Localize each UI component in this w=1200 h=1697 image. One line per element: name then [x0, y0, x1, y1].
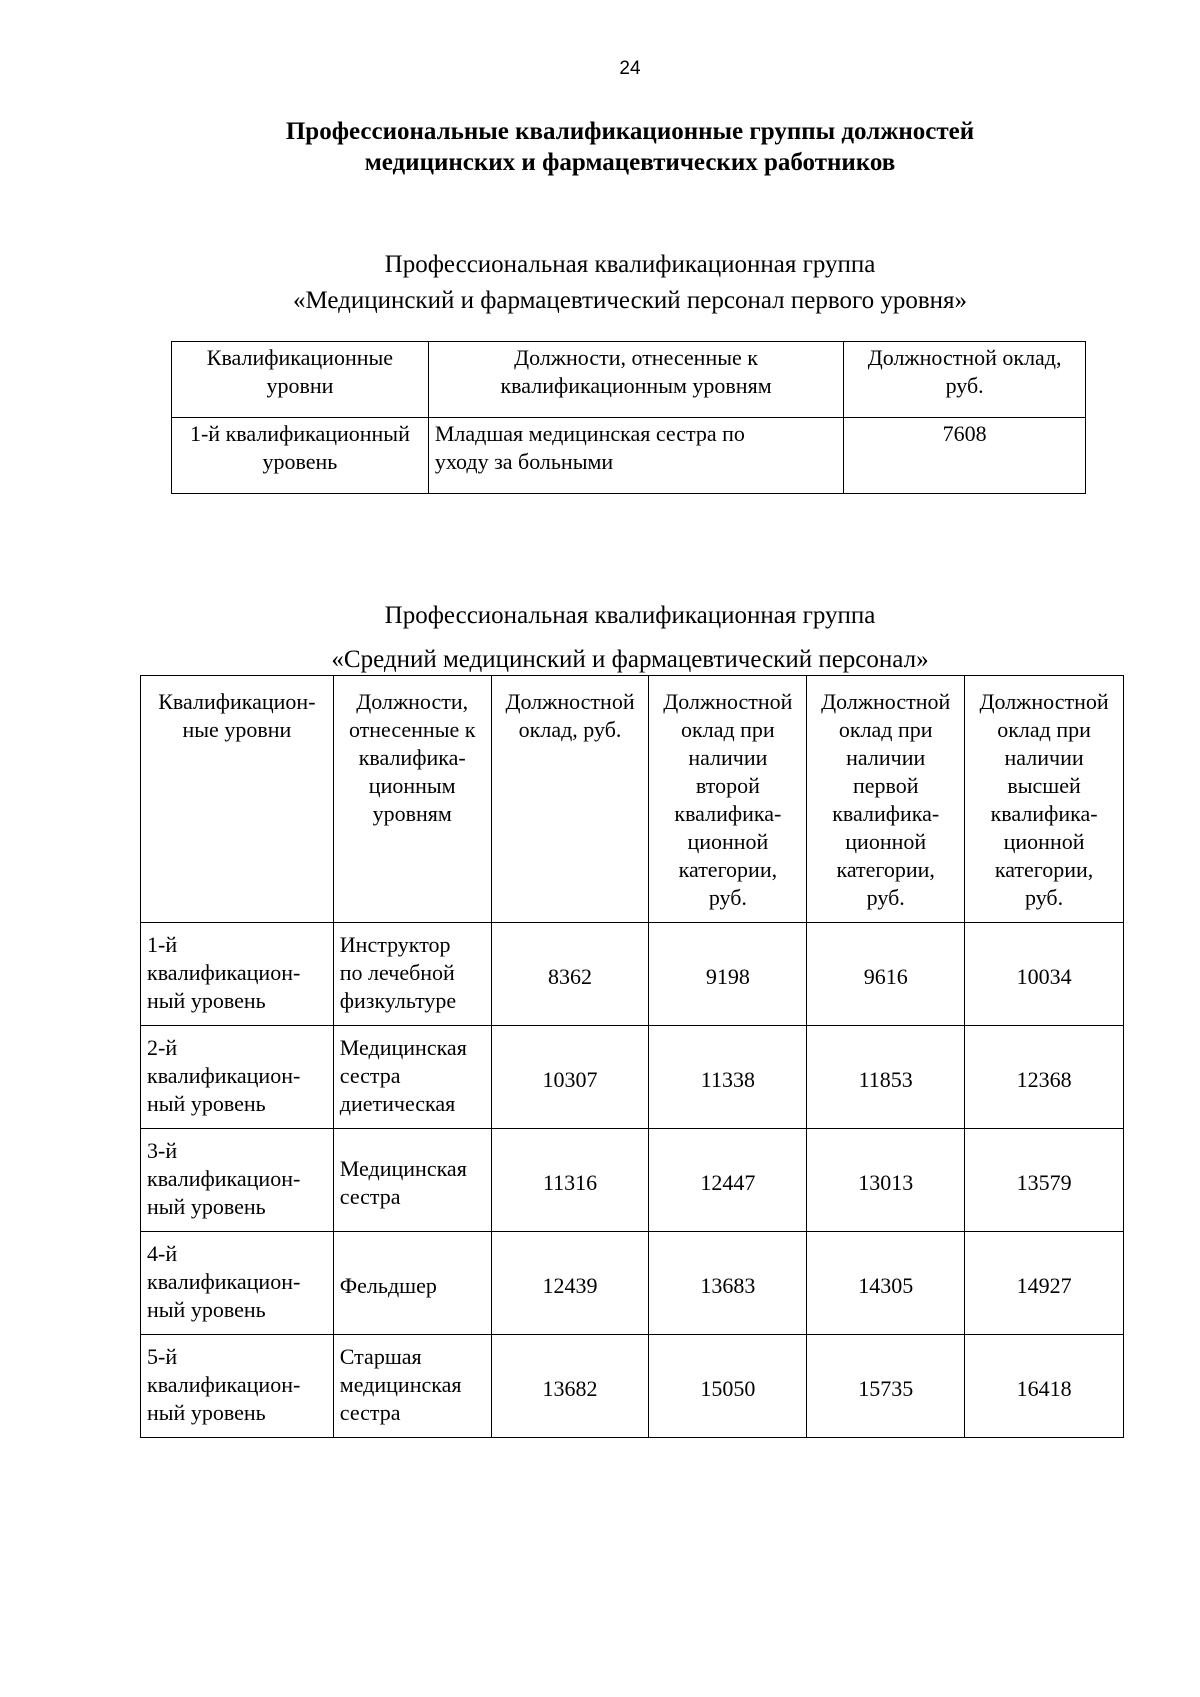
group2-row2-position: Медицинская сестра диетическая — [333, 1026, 491, 1129]
group2-row2-highest: 12368 — [965, 1026, 1124, 1129]
group2-row4-first: 14305 — [807, 1232, 965, 1335]
group2-row1-level: 1-й квалификацион- ный уровень — [141, 923, 334, 1026]
table-row — [141, 1232, 1124, 1335]
group2-row5-level: 5-й квалификацион- ный уровень — [141, 1335, 334, 1438]
group1-table — [171, 341, 1086, 494]
group2-row3-base: 11316 — [491, 1129, 649, 1232]
table-row — [141, 1335, 1124, 1438]
group2-row3-first: 13013 — [807, 1129, 965, 1232]
group1-title-line-2: «Медицинский и фармацевтический персонал первого уровня» — [292, 287, 968, 314]
group1-table-header-row — [172, 342, 1086, 418]
group2-header-base: Должностной оклад, руб. — [491, 676, 649, 923]
group2-header-highest: Должностной оклад при наличии высшей квалифика- ционной категории, руб. — [965, 676, 1124, 923]
group1-row1-salary: 7608 — [844, 418, 1086, 494]
group2-row2-level: 2-й квалификацион- ный уровень — [141, 1026, 334, 1129]
group2-header-level: Квалификацион- ные уровни — [141, 676, 334, 923]
group2-table — [140, 675, 1124, 1438]
group2-row4-level: 4-й квалификацион- ный уровень — [141, 1232, 334, 1335]
group2-row1-first: 9616 — [807, 923, 965, 1026]
group2-row5-first: 15735 — [807, 1335, 965, 1438]
page-title-line-1: Профессиональные квалификационные группы должностей — [285, 118, 975, 145]
group2-row5-base: 13682 — [491, 1335, 649, 1438]
group2-row2-base: 10307 — [491, 1026, 649, 1129]
group2-row3-position: Медицинская сестра — [333, 1129, 491, 1232]
table-row — [141, 923, 1124, 1026]
group2-row4-position: Фельдшер — [333, 1232, 491, 1335]
page-title-line-2: медицинских и фармацевтических работников — [364, 149, 896, 176]
table-row — [141, 1026, 1124, 1129]
group2-row3-second: 12447 — [649, 1129, 807, 1232]
group1-title-line-1: Профессиональная квалификационная группа — [384, 251, 876, 278]
group2-row4-second: 13683 — [649, 1232, 807, 1335]
group2-row5-position: Старшая медицинская сестра — [333, 1335, 491, 1438]
group2-title-line-2: «Средний медицинский и фармацевтический персонал» — [331, 646, 929, 673]
group2-row2-second: 11338 — [649, 1026, 807, 1129]
group1-row1-level: 1-й квалификационный уровень — [172, 418, 429, 494]
group1-header-salary: Должностной оклад, руб. — [844, 342, 1086, 418]
group1-header-level: Квалификационные уровни — [172, 342, 429, 418]
group2-header-position: Должности, отнесенные к квалифика- ционным уровням — [333, 676, 491, 923]
table-row — [141, 1129, 1124, 1232]
group1-row1-position: Младшая медицинская сестра по уходу за больными — [428, 418, 843, 494]
group1-title — [0, 247, 1200, 319]
page-title — [0, 116, 1200, 178]
group2-row4-highest: 14927 — [965, 1232, 1124, 1335]
group2-header-first: Должностной оклад при наличии первой квалифика- ционной категории, руб. — [807, 676, 965, 923]
group2-row1-highest: 10034 — [965, 923, 1124, 1026]
group2-row2-first: 11853 — [807, 1026, 965, 1129]
group2-row1-position: Инструктор по лечебной физкультуре — [333, 923, 491, 1026]
group2-row3-level: 3-й квалификацион- ный уровень — [141, 1129, 334, 1232]
group2-table-header-row — [141, 676, 1124, 923]
table-row — [172, 418, 1086, 494]
group2-title-line-1: Профессиональная квалификационная группа — [384, 602, 876, 629]
page-number: 24 — [619, 58, 641, 79]
group2-row1-second: 9198 — [649, 923, 807, 1026]
group2-row3-highest: 13579 — [965, 1129, 1124, 1232]
group2-header-second: Должностной оклад при наличии второй квалифика- ционной категории, руб. — [649, 676, 807, 923]
group1-header-position: Должности, отнесенные к квалификационным уровням — [428, 342, 843, 418]
group2-row5-second: 15050 — [649, 1335, 807, 1438]
group2-row4-base: 12439 — [491, 1232, 649, 1335]
group2-row1-base: 8362 — [491, 923, 649, 1026]
group2-row5-highest: 16418 — [965, 1335, 1124, 1438]
